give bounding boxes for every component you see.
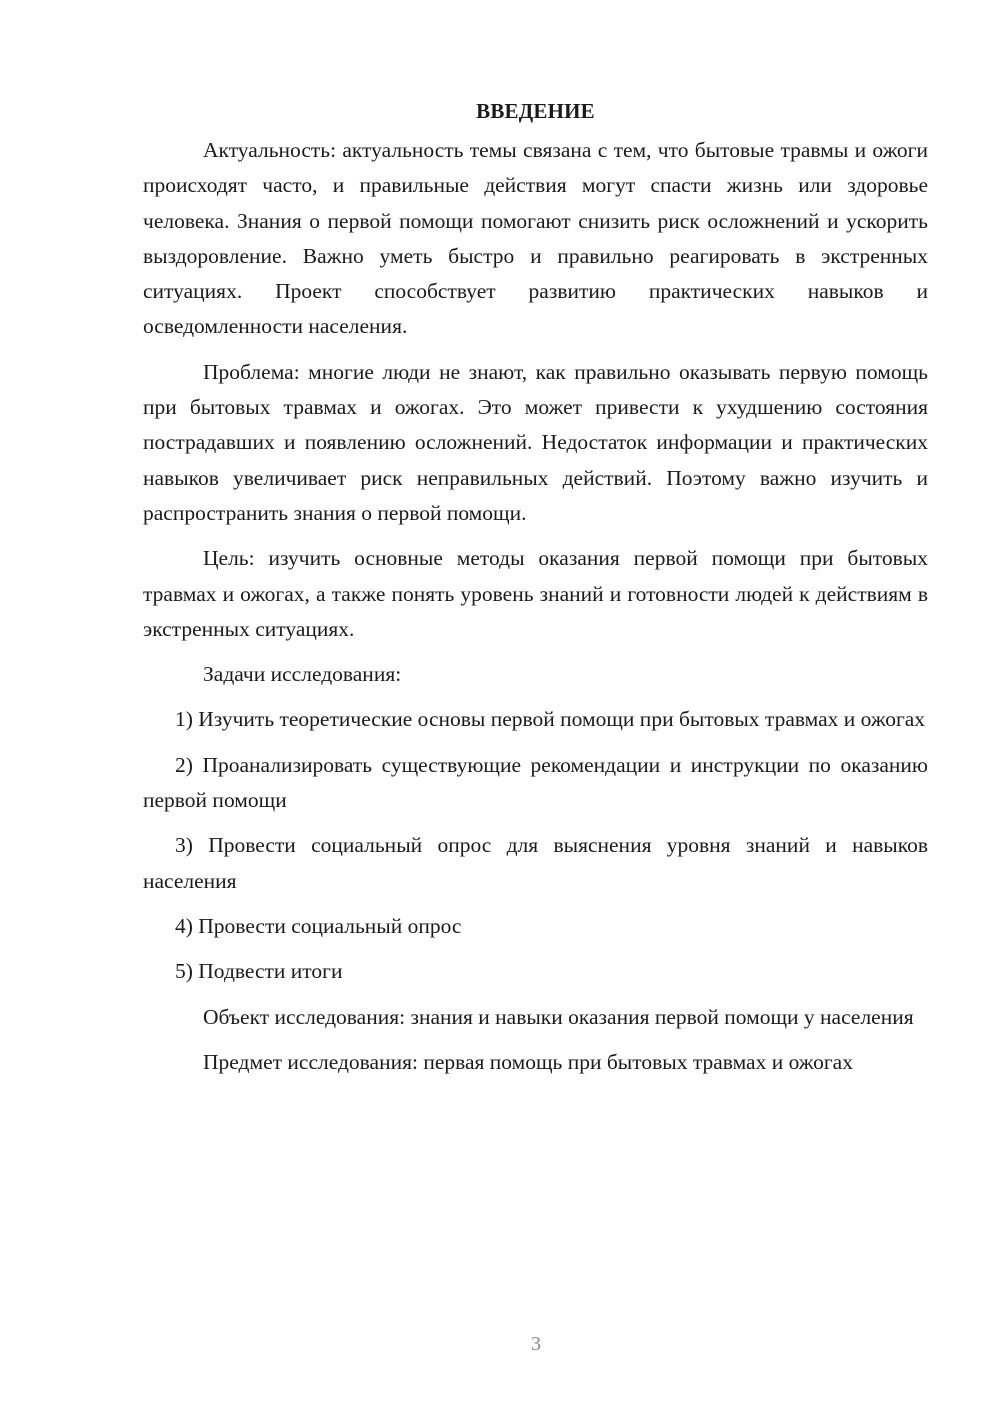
- section-heading: ВВЕДЕНИЕ: [476, 99, 595, 123]
- problem-paragraph: Проблема: многие люди не знают, как правильно оказывать первую помощь при бытовых травмах и ожогах. Это может привести к ухудшению состояния пострадавших и появлению осложнений. Недостаток информации и практических навыков увеличивает риск неправильных действий. Поэтому важно изучить и распространить знания о первой помощи.: [143, 359, 928, 525]
- task-item-3: 3) Провести социальный опрос для выяснения уровня знаний и навыков населения: [143, 833, 928, 893]
- document-body: [143, 95, 928, 1090]
- goal-paragraph: Цель: изучить основные методы оказания первой помощи при бытовых травмах и ожогах, а также понять уровень знаний и готовности людей к действиям в экстренных ситуациях.: [143, 546, 928, 641]
- task-item-1: 1) Изучить теоретические основы первой помощи при бытовых травмах и ожогах: [175, 707, 926, 732]
- page-number: 3: [531, 1333, 541, 1355]
- task-item-5: 5) Подвести итоги: [175, 959, 343, 984]
- subject-paragraph: Предмет исследования: первая помощь при бытовых травмах и ожогах: [203, 1049, 853, 1074]
- relevance-paragraph: Актуальность: актуальность темы связана с тем, что бытовые травмы и ожоги происходят часто, и правильные действия могут спасти жизнь или здоровье человека. Знания о первой помощи помогают снизить риск осложнений и ускорить выздоровление. Важно уметь быстро и правильно реагировать в экстренных ситуациях. Проект способствует развитию практических навыков и осведомленности населения.: [143, 138, 928, 339]
- task-item-2: 2) Проанализировать существующие рекомендации и инструкции по оказанию первой помощи: [143, 752, 928, 813]
- object-paragraph: Объект исследования: знания и навыки оказания первой помощи у населения: [203, 1004, 914, 1029]
- task-item-4: 4) Провести социальный опрос: [175, 913, 462, 938]
- tasks-title: Задачи исследования:: [203, 662, 402, 687]
